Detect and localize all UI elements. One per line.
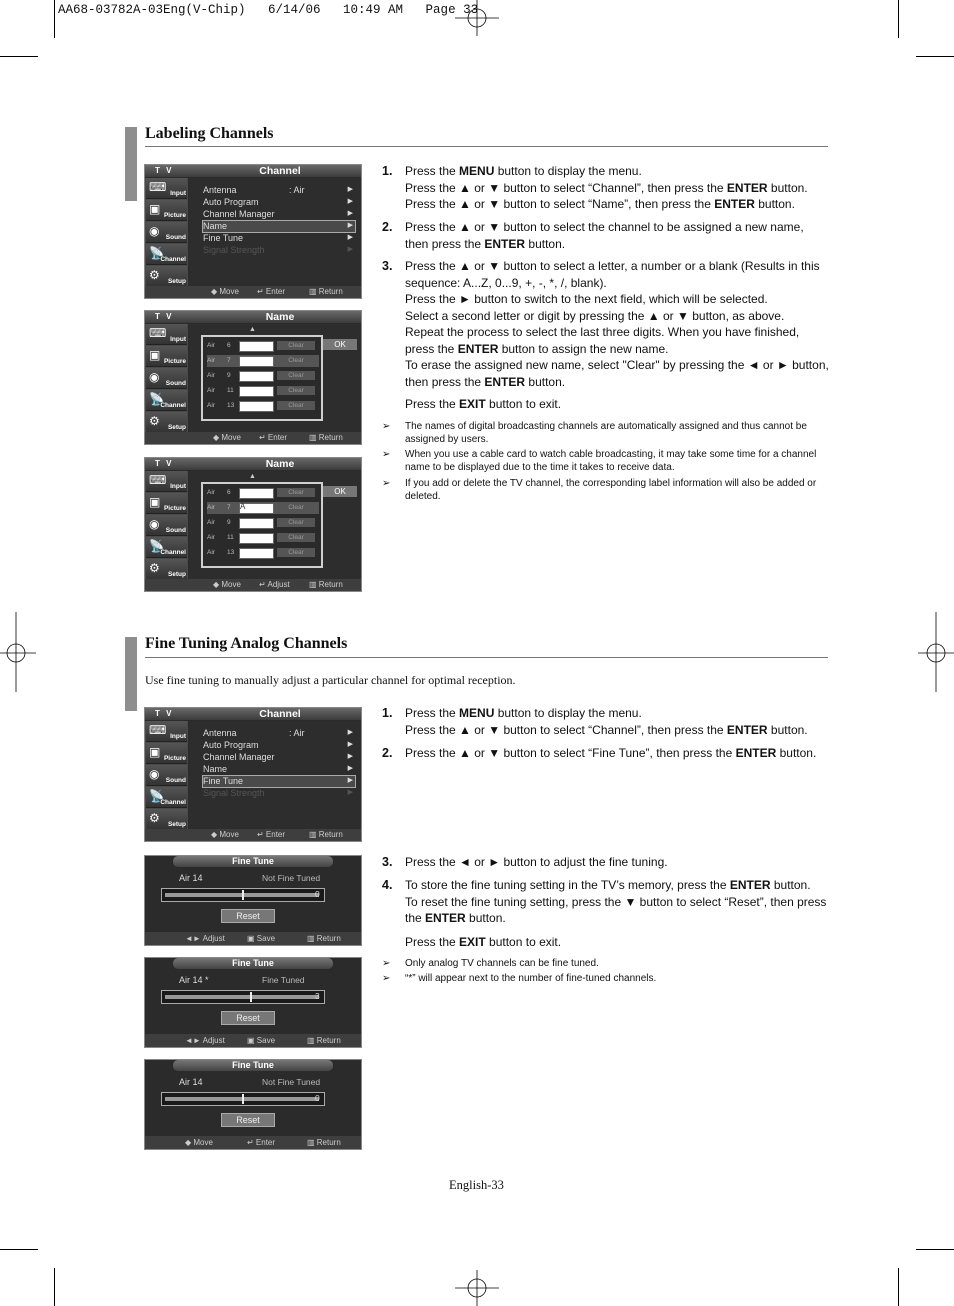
input-icon: ⌨ <box>149 723 167 737</box>
menu-item-name[interactable] <box>203 764 355 775</box>
up-arrow-icon: ▲ <box>249 473 256 480</box>
footer-hint: ↵ Enter <box>257 287 286 296</box>
footer-hint: ↵ Enter <box>247 1138 276 1147</box>
osd-title: Channel <box>259 708 301 720</box>
tv-label: T V <box>155 166 174 175</box>
channel-band: Air <box>207 357 215 364</box>
fine-tune-title: Fine Tune <box>173 958 333 969</box>
chevron-right-icon: ▶ <box>347 729 353 736</box>
input-icon: ⌨ <box>149 326 167 340</box>
menu-item-label: Fine Tune <box>203 233 244 243</box>
chevron-right-icon: ▶ <box>347 222 353 229</box>
step-text: Press the ▲ or ▼ button to select a letter, a number or a blank (Results in this sequence: A...Z, 0...9, +, -, *, /, blank). Press the ► button to switch to the next field, which will be selected. Select a second letter or digit by pressing the ▲ or ▼ button, as above. Repeat the process to select the last three digits. When you have finished, press the ENTER button to assign the new name. To erase the assigned new name, select "Clear" by pressing the ◄ or ► button, then press the ENTER button. <box>405 259 829 389</box>
sidebar-item-input[interactable] <box>146 721 187 742</box>
osd-footer <box>145 286 361 298</box>
osd-title-bar <box>145 708 361 720</box>
chevron-right-icon: ▶ <box>347 789 353 796</box>
channel-band: Air <box>207 504 215 511</box>
up-arrow-icon: ▲ <box>249 326 256 333</box>
tune-value: 3 <box>315 991 320 1001</box>
sidebar-item-setup[interactable] <box>146 412 187 433</box>
channel-number: 7 <box>227 357 231 364</box>
menu-item-fine-tune[interactable] <box>203 776 355 787</box>
channel-number: 6 <box>227 342 231 349</box>
chevron-right-icon: ▶ <box>347 234 353 241</box>
slider-knob[interactable] <box>242 890 244 900</box>
chevron-right-icon: ▶ <box>347 741 353 748</box>
clear-button[interactable]: Clear <box>277 533 315 542</box>
note-text: If you add or delete the TV channel, the corresponding label information will also be added or deleted. <box>405 478 817 502</box>
crop-mark <box>54 1268 55 1306</box>
footer-hint: ▥ Return <box>307 1138 341 1147</box>
osd-title: Name <box>265 311 295 323</box>
osd-sidebar <box>145 324 188 433</box>
menu-item-auto-program[interactable] <box>203 740 355 751</box>
menu-item-auto-program[interactable] <box>203 197 355 208</box>
clear-button[interactable]: Clear <box>277 371 315 380</box>
sidebar-item-sound[interactable] <box>146 515 187 536</box>
osd-title: Name <box>265 458 295 470</box>
channel-icon: 📡 <box>149 789 164 803</box>
sidebar-item-channel[interactable] <box>146 787 187 808</box>
sidebar-item-label: Input <box>170 190 186 197</box>
chevron-right-icon: ▶ <box>347 198 353 205</box>
osd-footer <box>145 829 361 841</box>
fine-tune-screen <box>144 855 362 946</box>
menu-item-antenna[interactable] <box>203 185 355 196</box>
section-bar <box>125 127 137 201</box>
sidebar-item-label: Input <box>170 733 186 740</box>
tv-label: T V <box>155 459 174 468</box>
clear-button[interactable]: Clear <box>277 341 315 350</box>
chevron-right-icon: ▶ <box>347 210 353 217</box>
step-text: Press the MENU button to display the menu. Press the ▲ or ▼ button to select “Channel”, then press the ENTER button. Press the ▲ or ▼ button to select “Name”, then press the ENTER button. <box>405 164 808 211</box>
note-arrow-icon: ➢ <box>382 973 391 984</box>
sidebar-item-label: Picture <box>163 358 186 365</box>
footer-hint: ▣ Save <box>247 934 276 943</box>
name-row[interactable] <box>207 487 319 499</box>
fine-tune-screen <box>144 957 362 1048</box>
osd-title-bar <box>145 311 361 323</box>
footer-hint: ▥ Return <box>309 287 343 296</box>
sidebar-item-label: Channel <box>160 256 186 263</box>
channel-band: Air <box>207 489 215 496</box>
osd-footer <box>145 432 361 444</box>
note-text: “*” will appear next to the number of fine-tuned channels. <box>405 973 657 984</box>
channel-band: Air <box>207 372 215 379</box>
footer-hint: ◄► Adjust <box>185 934 225 943</box>
setup-icon: ⚙ <box>149 414 160 428</box>
setup-icon: ⚙ <box>149 268 160 282</box>
sidebar-item-label: Sound <box>165 777 186 784</box>
setup-icon: ⚙ <box>149 811 160 825</box>
sidebar-item-label: Channel <box>160 799 186 806</box>
sidebar-item-label: Input <box>170 336 186 343</box>
channel-icon: 📡 <box>149 246 164 260</box>
step-number: 1. <box>382 706 393 720</box>
step-text: Press the ▲ or ▼ button to select “Fine Tune”, then press the ENTER button. <box>405 746 817 760</box>
menu-item-channel-manager[interactable] <box>203 752 355 763</box>
registration-mark-icon <box>455 1270 499 1306</box>
name-row[interactable] <box>207 340 319 352</box>
footer-hint: ↵ Enter <box>259 433 288 442</box>
picture-icon: ▣ <box>149 745 161 759</box>
picture-icon: ▣ <box>149 348 161 362</box>
menu-item-label: Antenna <box>203 728 237 738</box>
fine-tune-screen <box>144 1059 362 1150</box>
menu-item-label: Name <box>203 764 228 774</box>
step-text: Press the ▲ or ▼ button to select the channel to be assigned a new name, then press the ENTER button. <box>405 220 804 251</box>
name-field[interactable] <box>239 533 274 544</box>
tune-value: 0 <box>315 889 320 899</box>
ok-button[interactable]: OK <box>323 339 357 350</box>
slider-knob[interactable] <box>250 992 252 1002</box>
channel-icon: 📡 <box>149 539 164 553</box>
name-list <box>201 482 323 568</box>
name-field[interactable] <box>239 401 274 412</box>
channel-menu-screen <box>144 164 362 299</box>
menu-item-channel-manager[interactable] <box>203 209 355 220</box>
menu-item-label: Auto Program <box>203 740 259 750</box>
channel-band: Air <box>207 402 215 409</box>
clear-button[interactable]: Clear <box>277 386 315 395</box>
crop-mark <box>54 0 55 38</box>
sidebar-item-setup[interactable] <box>146 266 187 287</box>
menu-item-value: : Air <box>289 728 305 738</box>
tune-status: Not Fine Tuned <box>262 873 321 883</box>
clear-button[interactable]: Clear <box>277 488 315 497</box>
section-rule <box>145 146 828 147</box>
footer-hint: ▥ Return <box>309 830 343 839</box>
sidebar-item-label: Picture <box>163 212 186 219</box>
osd-main <box>189 721 361 830</box>
sidebar-item-label: Sound <box>165 380 186 387</box>
tune-status: Fine Tuned <box>262 975 305 985</box>
chevron-right-icon: ▶ <box>347 777 353 784</box>
name-row[interactable] <box>207 385 319 397</box>
osd-sidebar <box>145 721 188 830</box>
picture-icon: ▣ <box>149 202 161 216</box>
sidebar-item-picture[interactable] <box>146 346 187 367</box>
sidebar-item-picture[interactable] <box>146 200 187 221</box>
note-text: When you use a cable card to watch cable broadcasting, it may take some time for a channel name to be displayed due to the time it takes to receive data. <box>405 449 817 473</box>
fine-tune-title: Fine Tune <box>173 856 333 867</box>
registration-mark-icon <box>918 612 954 692</box>
fine-tune-title: Fine Tune <box>173 1060 333 1071</box>
footer-hint: ◆ Move <box>213 580 241 589</box>
channel-number: 13 <box>227 402 235 409</box>
crop-mark <box>916 1249 954 1250</box>
tv-label: T V <box>155 709 174 718</box>
channel-band: Air <box>207 342 215 349</box>
sidebar-item-label: Setup <box>167 571 186 578</box>
sidebar-item-input[interactable] <box>146 471 187 492</box>
sidebar-item-label: Sound <box>165 527 186 534</box>
sidebar-item-label: Channel <box>160 549 186 556</box>
note-arrow-icon: ➢ <box>382 958 391 969</box>
note-arrow-icon: ➢ <box>382 421 391 432</box>
section-intro: Use fine tuning to manually adjust a particular channel for optimal reception. <box>145 673 516 687</box>
sidebar-item-label: Picture <box>163 505 186 512</box>
fine-tune-slider[interactable] <box>161 1092 325 1106</box>
channel-band: Air <box>207 519 215 526</box>
name-row[interactable] <box>207 547 319 559</box>
name-list <box>201 335 323 421</box>
input-icon: ⌨ <box>149 473 167 487</box>
picture-icon: ▣ <box>149 495 161 509</box>
channel-number: 9 <box>227 519 231 526</box>
channel-menu-screen <box>144 707 362 842</box>
menu-item-signal-strength[interactable] <box>203 245 355 256</box>
footer-hint: ◆ Move <box>211 830 239 839</box>
osd-sidebar <box>145 178 188 287</box>
ok-button[interactable]: OK <box>323 486 357 497</box>
sidebar-item-channel[interactable] <box>146 390 187 411</box>
fine-tune-slider[interactable] <box>161 990 325 1004</box>
name-field[interactable] <box>239 503 274 514</box>
step-number: 3. <box>382 259 393 273</box>
tune-value: 0 <box>315 1093 320 1103</box>
sound-icon: ◉ <box>149 517 160 531</box>
step-text: Press the ◄ or ► button to adjust the fine tuning. <box>405 855 668 869</box>
reset-button[interactable]: Reset <box>221 1113 275 1127</box>
step-text: To store the fine tuning setting in the TV’s memory, press the ENTER button. To reset the fine tuning setting, press the ▼ button to select “Reset”, then press the ENTER button. <box>405 878 827 925</box>
name-row[interactable] <box>207 370 319 382</box>
osd-sidebar <box>145 471 188 580</box>
sidebar-item-channel[interactable] <box>146 537 187 558</box>
channel-number: 9 <box>227 372 231 379</box>
osd-title: Channel <box>259 165 301 177</box>
registration-mark-icon <box>455 0 499 36</box>
footer-hint: ▣ Save <box>247 1036 276 1045</box>
page-number: English-33 <box>449 1178 504 1192</box>
channel-label: Air 14 <box>179 873 203 883</box>
name-menu-screen <box>144 457 362 592</box>
menu-item-name[interactable] <box>203 221 355 232</box>
sound-icon: ◉ <box>149 370 160 384</box>
sidebar-item-sound[interactable] <box>146 368 187 389</box>
sidebar-item-channel[interactable] <box>146 244 187 265</box>
note-text: Only analog TV channels can be fine tuned. <box>405 958 599 969</box>
menu-item-antenna[interactable] <box>203 728 355 739</box>
crop-mark <box>898 0 899 38</box>
sound-icon: ◉ <box>149 767 160 781</box>
sidebar-item-label: Setup <box>167 821 186 828</box>
footer-hint: ▥ Return <box>309 580 343 589</box>
name-field[interactable] <box>239 356 274 367</box>
setup-icon: ⚙ <box>149 561 160 575</box>
osd-footer <box>145 932 361 945</box>
channel-number: 6 <box>227 489 231 496</box>
note-text: The names of digital broadcasting channels are automatically assigned and thus cannot be assigned by users. <box>405 421 807 445</box>
name-row[interactable] <box>207 517 319 529</box>
channel-number: 11 <box>227 387 234 394</box>
step-number: 2. <box>382 220 393 234</box>
sidebar-item-label: Setup <box>167 278 186 285</box>
clear-button[interactable]: Clear <box>277 548 315 557</box>
tune-status: Not Fine Tuned <box>262 1077 321 1087</box>
crop-mark <box>0 56 38 57</box>
name-row[interactable] <box>207 532 319 544</box>
crop-mark <box>0 1249 38 1250</box>
step-number: 1. <box>382 164 393 178</box>
sidebar-item-sound[interactable] <box>146 222 187 243</box>
step-text: Press the EXIT button to exit. <box>405 397 562 411</box>
footer-hint: ◆ Move <box>213 433 241 442</box>
reset-button[interactable]: Reset <box>221 909 275 923</box>
osd-footer <box>145 579 361 591</box>
footer-hint: ◆ Move <box>185 1138 213 1147</box>
note-arrow-icon: ➢ <box>382 449 391 460</box>
name-field[interactable] <box>239 386 274 397</box>
menu-item-label: Fine Tune <box>203 776 244 786</box>
input-icon: ⌨ <box>149 180 167 194</box>
menu-item-label: Signal Strength <box>203 245 265 255</box>
name-field[interactable] <box>239 488 274 499</box>
menu-item-signal-strength[interactable] <box>203 788 355 799</box>
channel-band: Air <box>207 387 215 394</box>
name-field[interactable] <box>239 518 274 529</box>
footer-hint: ▥ Return <box>307 1036 341 1045</box>
channel-number: 13 <box>227 549 235 556</box>
channel-number: 7 <box>227 504 231 511</box>
channel-label: Air 14 * <box>179 975 209 985</box>
section-bar <box>125 637 137 711</box>
chevron-right-icon: ▶ <box>347 753 353 760</box>
osd-footer <box>145 1136 361 1149</box>
step-text: Press the MENU button to display the menu. Press the ▲ or ▼ button to select “Channel”, then press the ENTER button. <box>405 706 808 737</box>
name-field[interactable] <box>239 548 274 559</box>
channel-icon: 📡 <box>149 392 164 406</box>
menu-item-label: Signal Strength <box>203 788 265 798</box>
name-row[interactable] <box>207 400 319 412</box>
sidebar-item-label: Input <box>170 483 186 490</box>
footer-hint: ◄► Adjust <box>185 1036 225 1045</box>
slider-fill <box>165 995 319 999</box>
section-title: Labeling Channels <box>145 125 274 142</box>
sound-icon: ◉ <box>149 224 160 238</box>
footer-hint: ▥ Return <box>309 433 343 442</box>
clear-button[interactable]: Clear <box>277 356 315 365</box>
osd-title-bar <box>145 165 361 177</box>
tv-label: T V <box>155 312 174 321</box>
footer-hint: ▥ Return <box>307 934 341 943</box>
name-menu-screen <box>144 310 362 445</box>
sidebar-item-input[interactable] <box>146 324 187 345</box>
menu-item-label: Channel Manager <box>203 752 275 762</box>
channel-band: Air <box>207 549 215 556</box>
name-field[interactable] <box>239 371 274 382</box>
channel-number: 11 <box>227 534 234 541</box>
sidebar-item-label: Picture <box>163 755 186 762</box>
fine-tune-slider[interactable] <box>161 888 325 902</box>
step-number: 2. <box>382 746 393 760</box>
name-row[interactable] <box>207 355 319 367</box>
menu-item-label: Name <box>203 221 228 231</box>
sidebar-item-picture[interactable] <box>146 493 187 514</box>
clear-button[interactable]: Clear <box>277 518 315 527</box>
clear-button[interactable]: Clear <box>277 503 315 512</box>
sidebar-item-sound[interactable] <box>146 765 187 786</box>
sidebar-item-setup[interactable] <box>146 809 187 830</box>
osd-footer <box>145 1034 361 1047</box>
step-text: Press the EXIT button to exit. <box>405 935 562 949</box>
section-title: Fine Tuning Analog Channels <box>145 635 348 652</box>
step-number: 4. <box>382 878 393 892</box>
sidebar-item-picture[interactable] <box>146 743 187 764</box>
menu-item-label: Auto Program <box>203 197 259 207</box>
footer-hint: ↵ Enter <box>257 830 286 839</box>
slider-knob[interactable] <box>242 1094 244 1104</box>
reset-button[interactable]: Reset <box>221 1011 275 1025</box>
crop-mark <box>898 1268 899 1306</box>
name-field[interactable] <box>239 341 274 352</box>
osd-main <box>189 178 361 287</box>
name-row[interactable] <box>207 502 319 514</box>
sidebar-item-label: Channel <box>160 402 186 409</box>
channel-label: Air 14 <box>179 1077 203 1087</box>
print-header: AA68-03782A-03Eng(V-Chip) 6/14/06 10:49 AM Page 33 <box>58 3 479 17</box>
menu-item-value: : Air <box>289 185 305 195</box>
osd-title-bar <box>145 458 361 470</box>
sidebar-item-label: Sound <box>165 234 186 241</box>
section-rule <box>145 657 828 658</box>
step-number: 3. <box>382 855 393 869</box>
registration-mark-icon <box>0 612 36 692</box>
footer-hint: ↵ Adjust <box>259 580 290 589</box>
sidebar-item-label: Setup <box>167 424 186 431</box>
menu-item-label: Channel Manager <box>203 209 275 219</box>
clear-button[interactable]: Clear <box>277 401 315 410</box>
chevron-right-icon: ▶ <box>347 765 353 772</box>
sidebar-item-input[interactable] <box>146 178 187 199</box>
name-cursor: A <box>240 502 246 511</box>
note-arrow-icon: ➢ <box>382 478 391 489</box>
menu-item-fine-tune[interactable] <box>203 233 355 244</box>
chevron-right-icon: ▶ <box>347 246 353 253</box>
crop-mark <box>916 56 954 57</box>
sidebar-item-setup[interactable] <box>146 559 187 580</box>
channel-band: Air <box>207 534 215 541</box>
chevron-right-icon: ▶ <box>347 186 353 193</box>
menu-item-label: Antenna <box>203 185 237 195</box>
footer-hint: ◆ Move <box>211 287 239 296</box>
